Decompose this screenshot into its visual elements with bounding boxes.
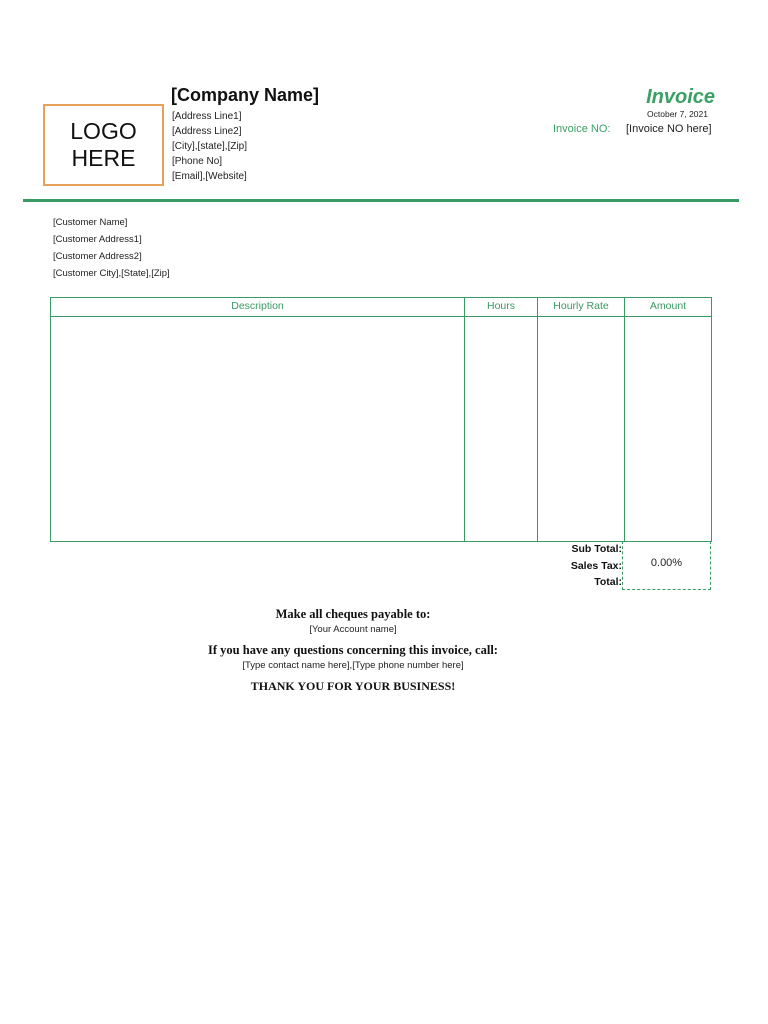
contact-line[interactable]: [Type contact name here],[Type phone number here]	[242, 660, 464, 671]
sales-tax-value[interactable]: 0.00%	[650, 557, 683, 569]
amount-cell[interactable]	[625, 317, 711, 541]
subtotal-label: Sub Total:	[571, 543, 622, 555]
items-table	[50, 297, 712, 542]
company-address-block	[172, 109, 247, 184]
company-city-state-zip: [City],[state],[Zip]	[172, 141, 248, 152]
invoice-no-value[interactable]: [Invoice NO here]	[626, 123, 712, 135]
logo-text-line2: HERE	[71, 145, 136, 171]
customer-name[interactable]: [Customer Name]	[53, 217, 128, 228]
logo-text-line1: LOGO	[70, 118, 137, 144]
account-name[interactable]: [Your Account name]	[309, 624, 397, 635]
cheques-payable-line: Make all cheques payable to:	[275, 607, 431, 621]
header-hourly-rate: Hourly Rate	[553, 300, 609, 312]
hourly-rate-cell[interactable]	[538, 317, 624, 541]
logo-placeholder	[43, 104, 164, 186]
invoice-no-label: Invoice NO:	[553, 123, 611, 135]
thank-you-line: THANK YOU FOR YOUR BUSINESS!	[250, 679, 456, 693]
customer-block	[53, 214, 170, 282]
company-name: [Company Name]	[171, 85, 320, 105]
company-address-line1: [Address Line1]	[172, 111, 242, 122]
description-cell[interactable]	[51, 317, 464, 541]
header-hours: Hours	[486, 300, 515, 312]
company-address-line2: [Address Line2]	[172, 126, 242, 137]
invoice-date: October 7, 2021	[647, 109, 708, 119]
customer-address2[interactable]: [Customer Address2]	[53, 251, 142, 262]
totals-labels	[540, 541, 622, 591]
company-email-website: [Email],[Website]	[172, 171, 247, 182]
company-phone: [Phone No]	[172, 156, 223, 167]
hours-cell[interactable]	[465, 317, 537, 541]
invoice-title: Invoice	[646, 86, 715, 108]
questions-line: If you have any questions concerning this invoice, call:	[208, 643, 498, 657]
header-divider	[23, 199, 739, 202]
customer-city-state-zip[interactable]: [Customer City],[State],[Zip]	[53, 268, 170, 279]
header-amount: Amount	[649, 300, 687, 312]
items-table-header	[51, 298, 711, 317]
customer-address1[interactable]: [Customer Address1]	[53, 234, 142, 245]
header-description: Description	[231, 300, 284, 312]
total-label: Total:	[594, 576, 622, 588]
sales-tax-label: Sales Tax:	[570, 559, 622, 572]
